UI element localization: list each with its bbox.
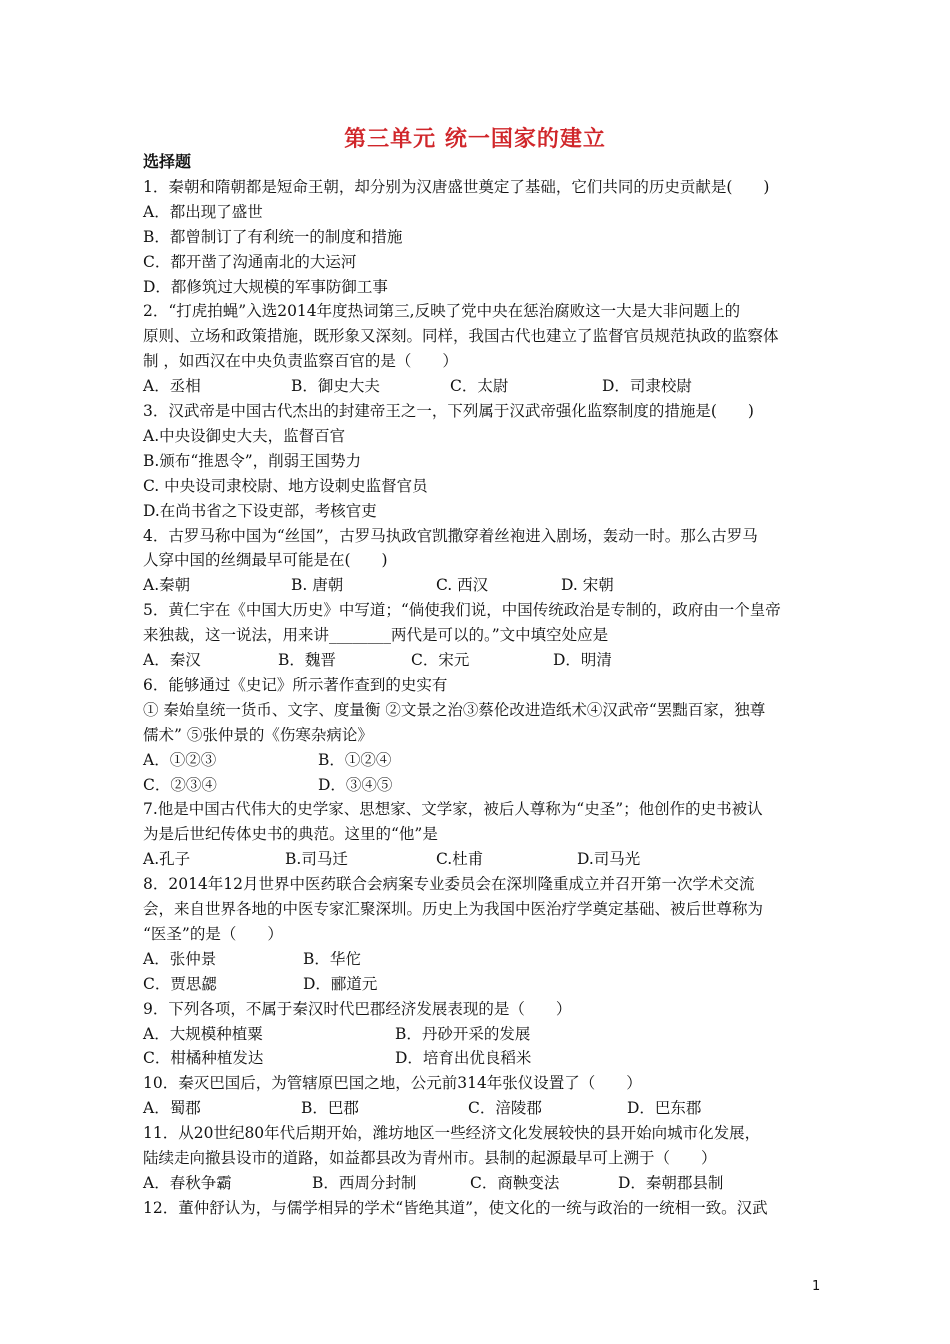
answer-option: D．巴东郡 bbox=[627, 1099, 702, 1118]
options-row bbox=[143, 773, 813, 798]
answer-option: C．②③④ bbox=[143, 775, 217, 794]
answer-option: D.司马光 bbox=[577, 850, 641, 869]
question-stem-line: ① 秦始皇统一货币、文字、度量衡 ②文景之治③蔡伦改进造纸术④汉武帝“罢黜百家，独尊 bbox=[143, 700, 766, 719]
answer-option: B．都曾制订了有利统一的制度和措施 bbox=[143, 227, 403, 246]
answer-option: D．秦朝郡县制 bbox=[618, 1173, 724, 1192]
question-stem-line: 7.他是中国古代伟大的史学家、思想家、文学家，被后人尊称为“史圣”；他创作的史书被认 bbox=[143, 800, 763, 819]
answer-option: C．太尉 bbox=[450, 377, 509, 396]
options-row bbox=[143, 499, 813, 524]
answer-option: B．①②④ bbox=[318, 750, 392, 769]
question-stem-line: 6．能够通过《史记》所示著作查到的史实有 bbox=[143, 675, 448, 694]
answer-option: A．大规模种植粟 bbox=[143, 1024, 263, 1043]
answer-option: B．华佗 bbox=[303, 949, 361, 968]
question-stem-line: 为是后世纪传体史书的典范。这里的“他”是 bbox=[143, 825, 438, 844]
options-row bbox=[143, 1171, 813, 1196]
question-stem-line: 人穿中国的丝绸最早可能是在( ) bbox=[143, 551, 388, 570]
question-stem-line: 12．董仲舒认为，与儒学相异的学术“皆绝其道”，使文化的一统与政治的一统相一致。汉武 bbox=[143, 1198, 768, 1217]
options-row bbox=[143, 847, 813, 872]
options-row bbox=[143, 424, 813, 449]
answer-option: C．柑橘种植发达 bbox=[143, 1049, 264, 1068]
answer-option: B．丹砂开采的发展 bbox=[395, 1024, 531, 1043]
answer-option: C．都开凿了沟通南北的大运河 bbox=[143, 252, 357, 271]
answer-option: C．贾思勰 bbox=[143, 974, 217, 993]
answer-option: C. 中央设司隶校尉、地方设刺史监督官员 bbox=[143, 476, 428, 495]
answer-option: A.中央设御史大夫，监督百官 bbox=[143, 426, 346, 445]
question-stem-line: 10．秦灭巴国后，为管辖原巴国之地，公元前314年张仪设置了（ ） bbox=[143, 1074, 642, 1093]
question-stem-line: 2．“打虎拍蝇”入选2014年度热词第三,反映了党中央在惩治腐败这一大是大非问题上的 bbox=[143, 302, 741, 321]
answer-option: A．丞相 bbox=[143, 377, 201, 396]
options-row bbox=[143, 250, 813, 275]
question-stem-line: 制 ，如西汉在中央负责监察百官的是（ ） bbox=[143, 352, 458, 371]
answer-option: D．司隶校尉 bbox=[602, 377, 692, 396]
question-5 bbox=[143, 598, 813, 673]
options-row bbox=[143, 748, 813, 773]
answer-option: D.在尚书省之下设吏部，考核官吏 bbox=[143, 501, 377, 520]
options-row bbox=[143, 1096, 813, 1121]
options-row bbox=[143, 947, 813, 972]
question-stem-line: 会，来自世界各地的中医专家汇聚深圳。历史上为我国中医治疗学奠定基础、被后世尊称为 bbox=[143, 900, 764, 919]
page-number: 1 bbox=[812, 1279, 821, 1294]
question-stem-line: 3．汉武帝是中国古代杰出的封建帝王之一，下列属于汉武帝强化监察制度的措施是( ) bbox=[143, 402, 754, 421]
options-row bbox=[143, 200, 813, 225]
question-stem-line: 原则、立场和政策措施，既形象又深刻。同样，我国古代也建立了监督官员规范执政的监察体 bbox=[143, 327, 779, 346]
question-stem-line: 11．从20世纪80年代后期开始，潍坊地区一些经济文化发展较快的县开始向城市化发展， bbox=[143, 1124, 761, 1143]
options-row bbox=[143, 449, 813, 474]
page-title: 第三单元 统一国家的建立 bbox=[344, 127, 606, 152]
question-stem-line: 儒术” ⑤张仲景的《伤寒杂病论》 bbox=[143, 725, 373, 744]
options-row bbox=[143, 225, 813, 250]
answer-option: C．涪陵郡 bbox=[468, 1099, 542, 1118]
question-2 bbox=[143, 299, 813, 399]
answer-option: A．春秋争霸 bbox=[143, 1173, 232, 1192]
options-row bbox=[143, 1022, 813, 1047]
question-9 bbox=[143, 997, 813, 1072]
question-8 bbox=[143, 872, 813, 997]
question-list bbox=[143, 150, 813, 1221]
answer-option: B.颁布“推恩令”，削弱王国势力 bbox=[143, 451, 362, 470]
question-stem-line: 来独裁，这一说法，用来讲________两代是可以的。”文中填空处应是 bbox=[143, 626, 609, 645]
answer-option: A．蜀郡 bbox=[143, 1099, 201, 1118]
answer-option: A．秦汉 bbox=[143, 651, 201, 670]
section-heading: 选择题 bbox=[143, 152, 192, 171]
answer-option: A．张仲景 bbox=[143, 949, 217, 968]
question-stem-line: 9．下列各项，不属于秦汉时代巴郡经济发展表现的是（ ） bbox=[143, 999, 572, 1018]
answer-option: C. 西汉 bbox=[436, 576, 489, 595]
options-row bbox=[143, 474, 813, 499]
answer-option: D．郦道元 bbox=[303, 974, 378, 993]
question-stem-line: 陆续走向撤县设市的道路，如益都县改为青州市。县制的起源最早可上溯于（ ） bbox=[143, 1149, 717, 1168]
answer-option: B．御史大夫 bbox=[291, 377, 380, 396]
answer-option: D．③④⑤ bbox=[318, 775, 393, 794]
answer-option: A．都出现了盛世 bbox=[143, 202, 263, 221]
question-11 bbox=[143, 1121, 813, 1196]
answer-option: D. 宋朝 bbox=[561, 576, 614, 595]
answer-option: B．巴郡 bbox=[301, 1099, 359, 1118]
answer-option: D．都修筑过大规模的军事防御工事 bbox=[143, 277, 388, 296]
answer-option: C．商鞅变法 bbox=[470, 1173, 560, 1192]
options-row bbox=[143, 972, 813, 997]
options-row bbox=[143, 573, 813, 598]
options-row bbox=[143, 1046, 813, 1071]
question-1 bbox=[143, 175, 813, 300]
answer-option: B. 唐朝 bbox=[291, 576, 344, 595]
answer-option: B．西周分封制 bbox=[312, 1173, 417, 1192]
answer-option: D．培育出优良稻米 bbox=[395, 1049, 532, 1068]
question-4 bbox=[143, 524, 813, 599]
question-7 bbox=[143, 797, 813, 872]
question-stem-line: 4．古罗马称中国为“丝国”，古罗马执政官凯撒穿着丝袍进入剧场，轰动一时。那么古罗马 bbox=[143, 526, 758, 545]
question-12 bbox=[143, 1196, 813, 1221]
answer-option: C.杜甫 bbox=[436, 850, 484, 869]
question-stem-line: 5．黄仁宇在《中国大历史》中写道；“倘使我们说，中国传统政治是专制的，政府由一个皇帝 bbox=[143, 601, 781, 620]
answer-option: B．魏晋 bbox=[278, 651, 336, 670]
answer-option: C．宋元 bbox=[411, 651, 470, 670]
answer-option: D．明清 bbox=[553, 651, 612, 670]
question-6 bbox=[143, 673, 813, 798]
answer-option: A．①②③ bbox=[143, 750, 217, 769]
answer-option: A.孔子 bbox=[143, 850, 191, 869]
question-10 bbox=[143, 1071, 813, 1121]
question-3 bbox=[143, 399, 813, 524]
options-row bbox=[143, 648, 813, 673]
options-row bbox=[143, 374, 813, 399]
question-stem-line: “医圣”的是（ ） bbox=[143, 925, 283, 943]
answer-option: B.司马迁 bbox=[285, 850, 348, 869]
question-stem-line: 8．2014年12月世界中医药联合会病案专业委员会在深圳隆重成立并召开第一次学术交流 bbox=[143, 875, 755, 894]
answer-option: A.秦朝 bbox=[143, 576, 191, 595]
options-row bbox=[143, 275, 813, 300]
question-stem-line: 1．秦朝和隋朝都是短命王朝，却分别为汉唐盛世奠定了基础，它们共同的历史贡献是( ) bbox=[143, 177, 770, 196]
